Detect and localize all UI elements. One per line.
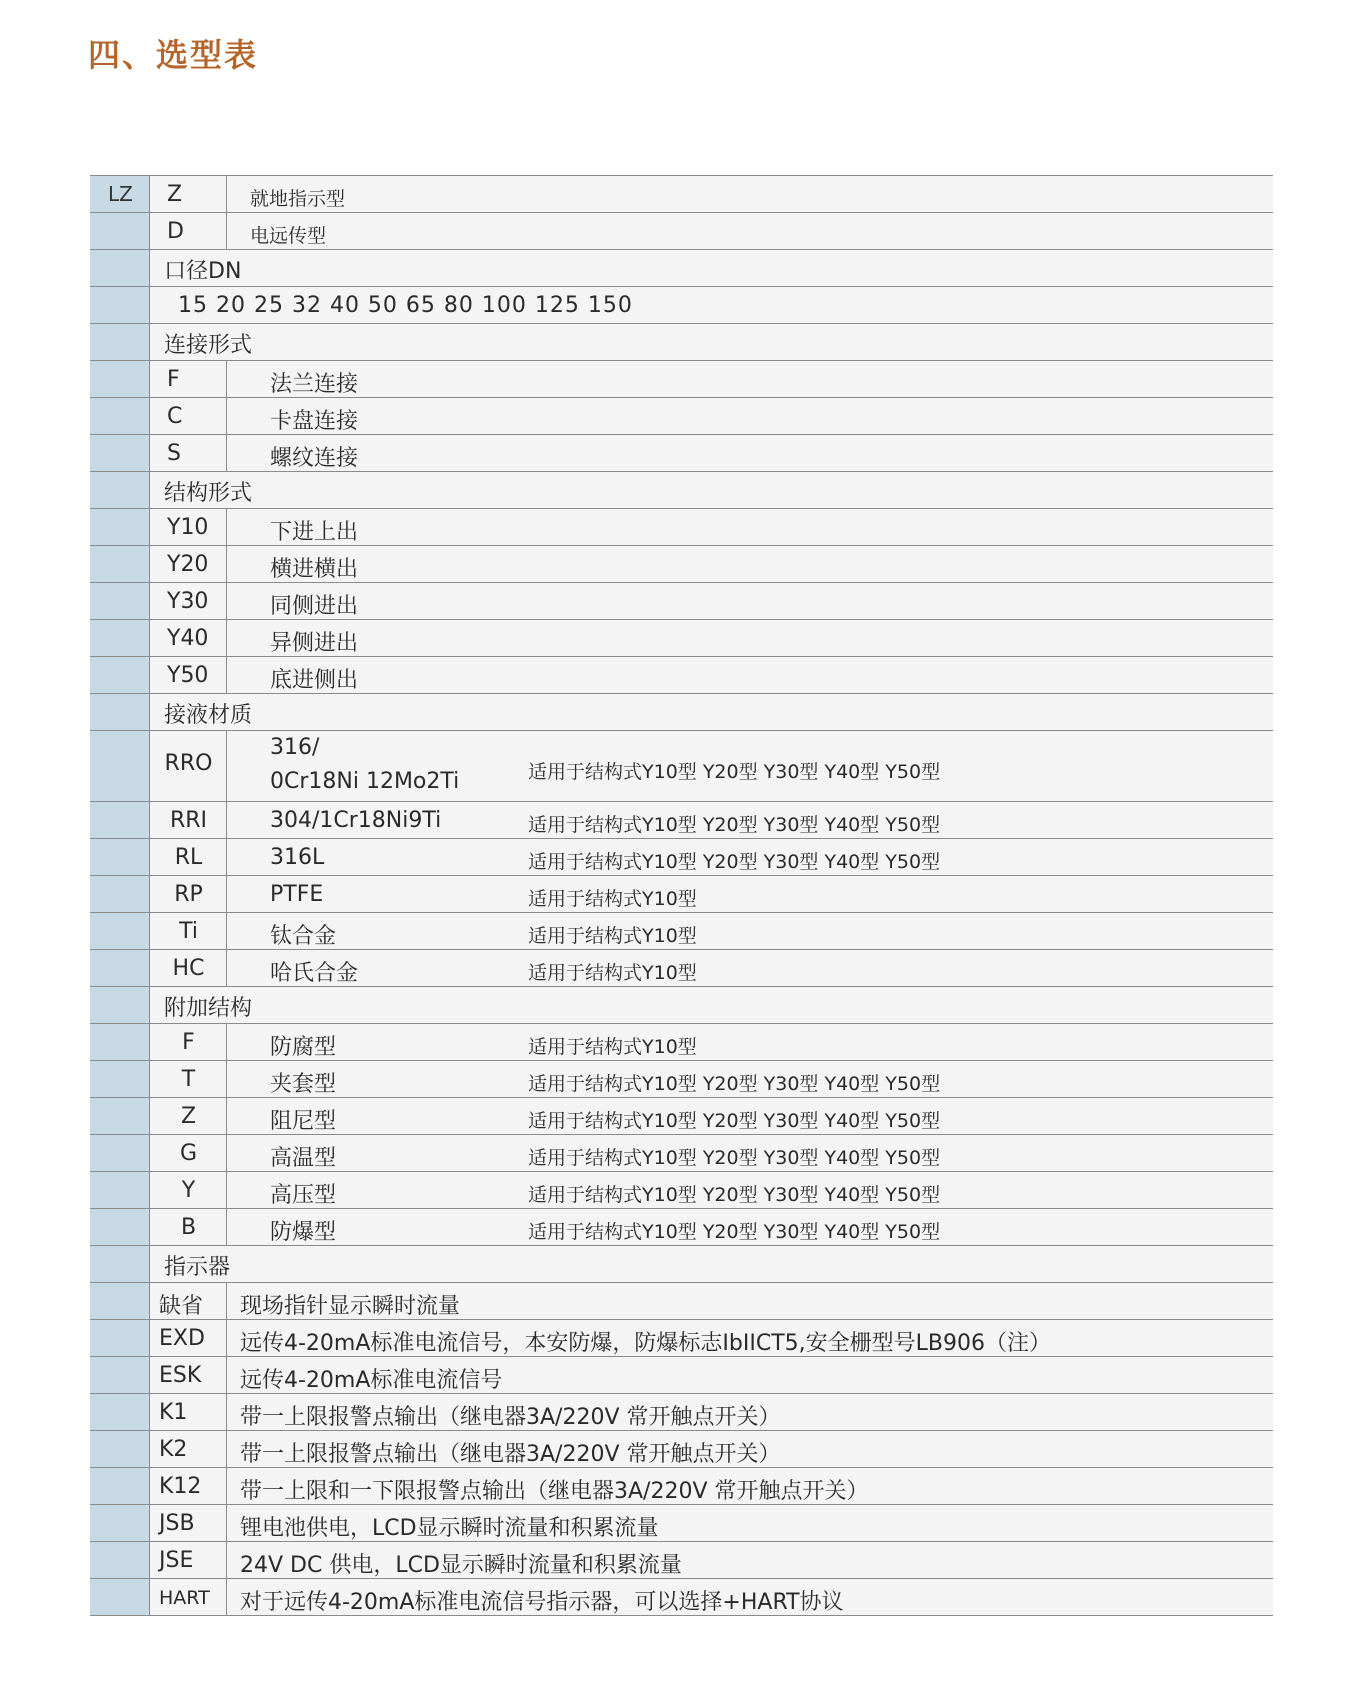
applicability: 适用于结构式Y10型 Y20型 Y30型 Y40型 Y50型 <box>528 1073 941 1095</box>
code-cell <box>151 913 227 949</box>
code-cell <box>151 1431 227 1467</box>
table-row <box>90 1505 1273 1542</box>
code-cell <box>151 583 227 619</box>
lead-cell <box>90 987 150 1023</box>
code-label: F <box>182 1030 195 1055</box>
code-label: 缺省 <box>159 1294 204 1319</box>
description: 下进上出 <box>270 520 359 545</box>
lead-cell <box>90 287 150 323</box>
applicability: 适用于结构式Y10型 Y20型 Y30型 Y40型 Y50型 <box>528 1184 941 1206</box>
lead-cell <box>90 361 150 397</box>
lead-cell <box>90 1135 150 1171</box>
code-cell <box>151 1209 227 1245</box>
lead-cell <box>90 731 150 801</box>
table-row <box>90 1431 1273 1468</box>
table-row <box>90 1579 1273 1616</box>
page-title: 四、选型表 <box>88 36 259 74</box>
description: 316L <box>270 845 325 870</box>
lead-cell <box>90 1320 150 1356</box>
section-header: 附加结构 <box>164 996 253 1021</box>
lead-cell <box>90 657 150 693</box>
material-line-1: 316/ <box>270 735 320 760</box>
material-line-2: 0Cr18Ni 12Mo2Ti <box>270 769 460 794</box>
applicability: 适用于结构式Y10型 Y20型 Y30型 Y40型 Y50型 <box>528 1110 941 1132</box>
table-row <box>90 1283 1273 1320</box>
code-label: K2 <box>159 1437 188 1462</box>
code-cell <box>151 876 227 912</box>
code-label: G <box>179 1141 198 1166</box>
table-row <box>90 1468 1273 1505</box>
code-label: JSB <box>159 1511 195 1536</box>
lead-cell <box>90 250 150 286</box>
applicability: 适用于结构式Y10型 Y20型 Y30型 Y40型 Y50型 <box>528 814 941 836</box>
table-row <box>90 1024 1273 1061</box>
lead-cell <box>90 213 150 249</box>
code-label: F <box>167 367 180 392</box>
lead-cell <box>90 876 150 912</box>
lead-cell <box>90 1468 150 1504</box>
table-row <box>90 583 1273 620</box>
table-row <box>90 1061 1273 1098</box>
code-cell <box>151 435 227 471</box>
table-row <box>90 1394 1273 1431</box>
code-cell <box>151 802 227 838</box>
code-label: Y <box>181 1178 196 1203</box>
description: 带一上限报警点输出（继电器3A/220V 常开触点开关） <box>240 1442 781 1467</box>
description: 防爆型 <box>270 1220 337 1245</box>
code-cell <box>151 1283 227 1319</box>
lead-cell <box>90 1357 150 1393</box>
table-row <box>90 213 1273 250</box>
table-row <box>90 1209 1273 1246</box>
code-label: ESK <box>159 1363 202 1388</box>
code-label: Y20 <box>167 552 209 577</box>
table-row <box>90 1357 1273 1394</box>
description: 高温型 <box>270 1146 337 1171</box>
code-cell <box>151 1394 227 1430</box>
lead-cell <box>90 398 150 434</box>
code-cell <box>151 1135 227 1171</box>
section-header: 接液材质 <box>164 703 253 728</box>
description: 螺纹连接 <box>270 446 359 471</box>
table-row <box>90 1320 1273 1357</box>
section-header: 口径DN <box>164 259 242 284</box>
code-label: JSE <box>159 1548 194 1573</box>
lead-cell <box>90 1098 150 1134</box>
code-label: Y10 <box>167 515 209 540</box>
table-row <box>90 398 1273 435</box>
code-label: C <box>167 404 183 429</box>
table-row <box>90 1246 1273 1283</box>
lead-cell <box>90 913 150 949</box>
dn-values: 15 20 25 32 40 50 65 80 100 125 150 <box>178 293 633 318</box>
code-cell <box>151 731 227 801</box>
applicability: 适用于结构式Y10型 <box>528 888 697 910</box>
table-row <box>90 250 1273 287</box>
table-row <box>90 802 1273 839</box>
description: 304/1Cr18Ni9Ti <box>270 808 442 833</box>
code-cell <box>151 620 227 656</box>
code-cell <box>151 1357 227 1393</box>
lead-cell <box>90 1579 150 1615</box>
code-cell <box>151 1468 227 1504</box>
code-cell <box>151 361 227 397</box>
lead-cell <box>90 1542 150 1578</box>
description: 防腐型 <box>270 1035 337 1060</box>
description: 锂电池供电，LCD显示瞬时流量和积累流量 <box>240 1516 659 1541</box>
lead-cell <box>90 1061 150 1097</box>
lead-cell <box>90 802 150 838</box>
lead-cell <box>90 435 150 471</box>
table-row <box>90 913 1273 950</box>
lead-cell <box>90 1024 150 1060</box>
table-row <box>90 1098 1273 1135</box>
code-cell <box>151 213 227 249</box>
description: 卡盘连接 <box>270 409 359 434</box>
code-label: Y40 <box>167 626 209 651</box>
table-row <box>90 176 1273 213</box>
code-label: B <box>180 1215 197 1240</box>
description: 同侧进出 <box>270 594 359 619</box>
table-row <box>90 1135 1273 1172</box>
table-row <box>90 694 1273 731</box>
table-row <box>90 435 1273 472</box>
table-row <box>90 987 1273 1024</box>
applicability: 适用于结构式Y10型 <box>528 962 697 984</box>
code-cell <box>151 950 227 986</box>
table-row <box>90 876 1273 913</box>
code-label: RRI <box>169 808 208 833</box>
code-label: S <box>167 441 181 466</box>
code-cell <box>151 839 227 875</box>
description: 现场指针显示瞬时流量 <box>240 1294 461 1319</box>
code-cell <box>151 1061 227 1097</box>
code-cell <box>151 1024 227 1060</box>
table-row <box>90 657 1273 694</box>
code-cell <box>151 176 227 212</box>
description: 底进侧出 <box>270 668 359 693</box>
code-cell <box>151 1172 227 1208</box>
code-cell <box>151 546 227 582</box>
description: 夹套型 <box>270 1072 337 1097</box>
description: 带一上限报警点输出（继电器3A/220V 常开触点开关） <box>240 1405 781 1430</box>
description: 高压型 <box>270 1183 337 1208</box>
code-label: Z <box>167 182 183 207</box>
model-prefix: LZ <box>108 182 133 206</box>
description: 哈氏合金 <box>270 961 359 986</box>
description: 横进横出 <box>270 557 359 582</box>
code-label: HART <box>159 1587 210 1609</box>
lead-cell <box>90 546 150 582</box>
code-cell <box>151 1542 227 1578</box>
lead-cell <box>90 472 150 508</box>
description: PTFE <box>270 882 324 907</box>
code-label: Y50 <box>167 663 209 688</box>
section-header: 结构形式 <box>164 481 253 506</box>
lead-cell <box>90 1172 150 1208</box>
description: 就地指示型 <box>250 188 346 210</box>
code-label: RRO <box>164 751 213 776</box>
code-label: K1 <box>159 1400 188 1425</box>
code-label: Z <box>180 1104 197 1129</box>
lead-cell <box>90 1246 150 1282</box>
table-row <box>90 509 1273 546</box>
code-label: K12 <box>159 1474 202 1499</box>
table-row <box>90 472 1273 509</box>
applicability: 适用于结构式Y10型 <box>528 1036 697 1058</box>
lead-cell <box>90 950 150 986</box>
code-label: Y30 <box>167 589 209 614</box>
code-label: RL <box>174 845 203 870</box>
section-header: 指示器 <box>164 1255 231 1280</box>
table-row <box>90 1172 1273 1209</box>
applicability: 适用于结构式Y10型 Y20型 Y30型 Y40型 Y50型 <box>528 1221 941 1243</box>
code-label: EXD <box>159 1326 205 1351</box>
code-label: T <box>181 1067 196 1092</box>
lead-cell <box>90 1283 150 1319</box>
table-row <box>90 287 1273 324</box>
applicability: 适用于结构式Y10型 Y20型 Y30型 Y40型 Y50型 <box>528 1147 941 1169</box>
code-cell <box>151 398 227 434</box>
description: 法兰连接 <box>270 372 359 397</box>
description: 远传4-20mA标准电流信号 <box>240 1368 503 1393</box>
description: 对于远传4-20mA标准电流信号指示器，可以选择+HART协议 <box>240 1590 844 1615</box>
lead-cell <box>90 620 150 656</box>
applicability: 适用于结构式Y10型 <box>528 925 697 947</box>
selection-table <box>90 175 1273 1616</box>
table-row <box>90 731 1273 802</box>
applicability: 适用于结构式Y10型 Y20型 Y30型 Y40型 Y50型 <box>528 761 941 783</box>
code-label: RP <box>174 882 203 907</box>
code-cell <box>151 657 227 693</box>
code-cell <box>151 1505 227 1541</box>
code-label: HC <box>172 956 205 981</box>
table-row <box>90 620 1273 657</box>
description: 24V DC 供电，LCD显示瞬时流量和积累流量 <box>240 1553 682 1578</box>
lead-cell <box>90 1505 150 1541</box>
lead-cell <box>90 509 150 545</box>
lead-cell <box>90 839 150 875</box>
section-header: 连接形式 <box>164 333 253 358</box>
description: 远传4-20mA标准电流信号，本安防爆，防爆标志IbIICT5,安全栅型号LB906（注） <box>240 1331 1051 1356</box>
code-label: Ti <box>179 919 198 944</box>
table-row <box>90 361 1273 398</box>
table-row <box>90 950 1273 987</box>
lead-cell <box>90 1431 150 1467</box>
description: 电远传型 <box>250 225 327 247</box>
description: 阻尼型 <box>270 1109 337 1134</box>
code-label: D <box>167 219 184 244</box>
lead-cell <box>90 694 150 730</box>
code-cell <box>151 1320 227 1356</box>
description: 钛合金 <box>270 924 337 949</box>
applicability: 适用于结构式Y10型 Y20型 Y30型 Y40型 Y50型 <box>528 851 941 873</box>
lead-cell <box>90 583 150 619</box>
model-prefix-cell <box>90 176 150 212</box>
table-row <box>90 546 1273 583</box>
description: 异侧进出 <box>270 631 359 656</box>
table-row <box>90 839 1273 876</box>
lead-cell <box>90 324 150 360</box>
code-cell <box>151 509 227 545</box>
lead-cell <box>90 1209 150 1245</box>
code-cell <box>151 1579 227 1615</box>
table-row <box>90 1542 1273 1579</box>
table-row <box>90 324 1273 361</box>
lead-cell <box>90 1394 150 1430</box>
code-cell <box>151 1098 227 1134</box>
description: 带一上限和一下限报警点输出（继电器3A/220V 常开触点开关） <box>240 1479 869 1504</box>
